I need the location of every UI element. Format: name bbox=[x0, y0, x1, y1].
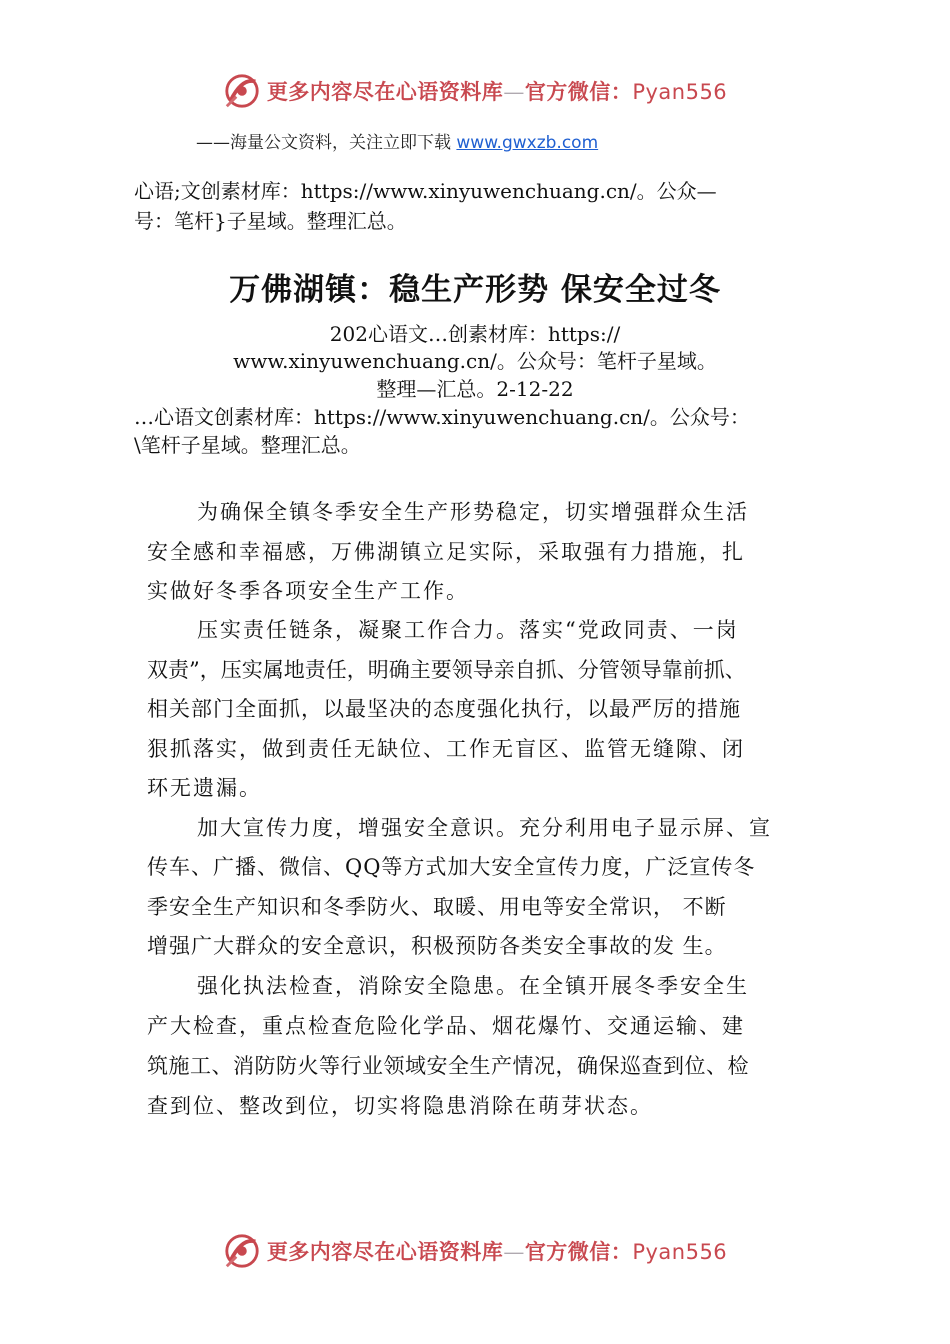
body-line: 相关部门全面抓，以最坚决的态度强化执行，以最严厉的措施 bbox=[147, 697, 741, 721]
body-line: 筑施工、消防防火等行业领域安全生产情况，确保巡查到位、检 bbox=[147, 1054, 749, 1078]
meta-line-3: 整理—汇总。2-12-22 bbox=[376, 377, 574, 401]
header-banner bbox=[0, 72, 950, 110]
intro-line-2: 号：笔杆}子星域。整理汇总。 bbox=[134, 209, 407, 233]
wechat-account: Pyan556 bbox=[632, 80, 728, 104]
body-line: 实做好冬季各项安全生产工作。 bbox=[147, 579, 469, 603]
body-line: 查到位、整改到位，切实将隐患消除在萌芽状态。 bbox=[147, 1094, 653, 1118]
logo-icon bbox=[223, 72, 261, 110]
meta-line-4: …心语文创素材库：https://www.xinyuwenchuang.cn/。公众号： bbox=[134, 405, 750, 429]
banner-text: 更多内容尽在心语资料库—官方微信：Pyan556 bbox=[266, 79, 728, 104]
meta-line-5: \笔杆子星域。整理汇总。 bbox=[134, 433, 361, 457]
footer-banner bbox=[0, 1232, 950, 1270]
body-line: 安全感和幸福感，万佛湖镇立足实际，采取强有力措施，扎 bbox=[147, 540, 745, 564]
body-line: 产大检查，重点检查危险化学品、烟花爆竹、交通运输、建 bbox=[147, 1014, 745, 1038]
body-line: 双责”，压实属地责任，明确主要领导亲自抓、分管领导靠前抓、 bbox=[147, 658, 746, 682]
body-line: 环无遗漏。 bbox=[147, 776, 262, 800]
download-subline: ——海量公文资料，关注立即下载 www.gwxzb.com bbox=[196, 133, 599, 153]
body-line: 季安全生产知识和冬季防火、取暖、用电等安全常识， 不断 bbox=[147, 895, 727, 919]
logo-icon bbox=[223, 1232, 261, 1270]
body-line: 传车、广播、微信、QQ等方式加大安全宣传力度，广泛宣传冬 bbox=[147, 855, 756, 879]
body-line: 狠抓落实，做到责任无缺位、工作无盲区、监管无缝隙、闭 bbox=[147, 737, 745, 761]
page-title: 万佛湖镇：稳生产形势 保安全过冬 bbox=[229, 272, 721, 308]
body-line: 压实责任链条，凝聚工作合力。落实“党政同责、一岗 bbox=[197, 618, 739, 642]
intro-line-1: 心语;文创素材库：https://www.xinyuwenchuang.cn/。公众— bbox=[134, 179, 717, 203]
wechat-account: Pyan556 bbox=[632, 1240, 728, 1264]
meta-line-1: 202心语文…创素材库：https:// bbox=[329, 322, 621, 346]
body-line: 加大宣传力度，增强安全意识。充分利用电子显示屏、宣 bbox=[197, 816, 772, 840]
meta-line-2: www.xinyuwenchuang.cn/。公众号：笔杆子星域。 bbox=[233, 349, 717, 373]
body-line: 强化执法检查，消除安全隐患。在全镇开展冬季安全生 bbox=[197, 974, 749, 998]
banner-text: 更多内容尽在心语资料库—官方微信：Pyan556 bbox=[266, 1239, 728, 1264]
site-link[interactable]: www.gwxzb.com bbox=[456, 133, 599, 153]
body-line: 为确保全镇冬季安全生产形势稳定，切实增强群众生活 bbox=[197, 500, 749, 524]
body-line: 增强广大群众的安全意识，积极预防各类安全事故的发 生。 bbox=[147, 934, 727, 958]
